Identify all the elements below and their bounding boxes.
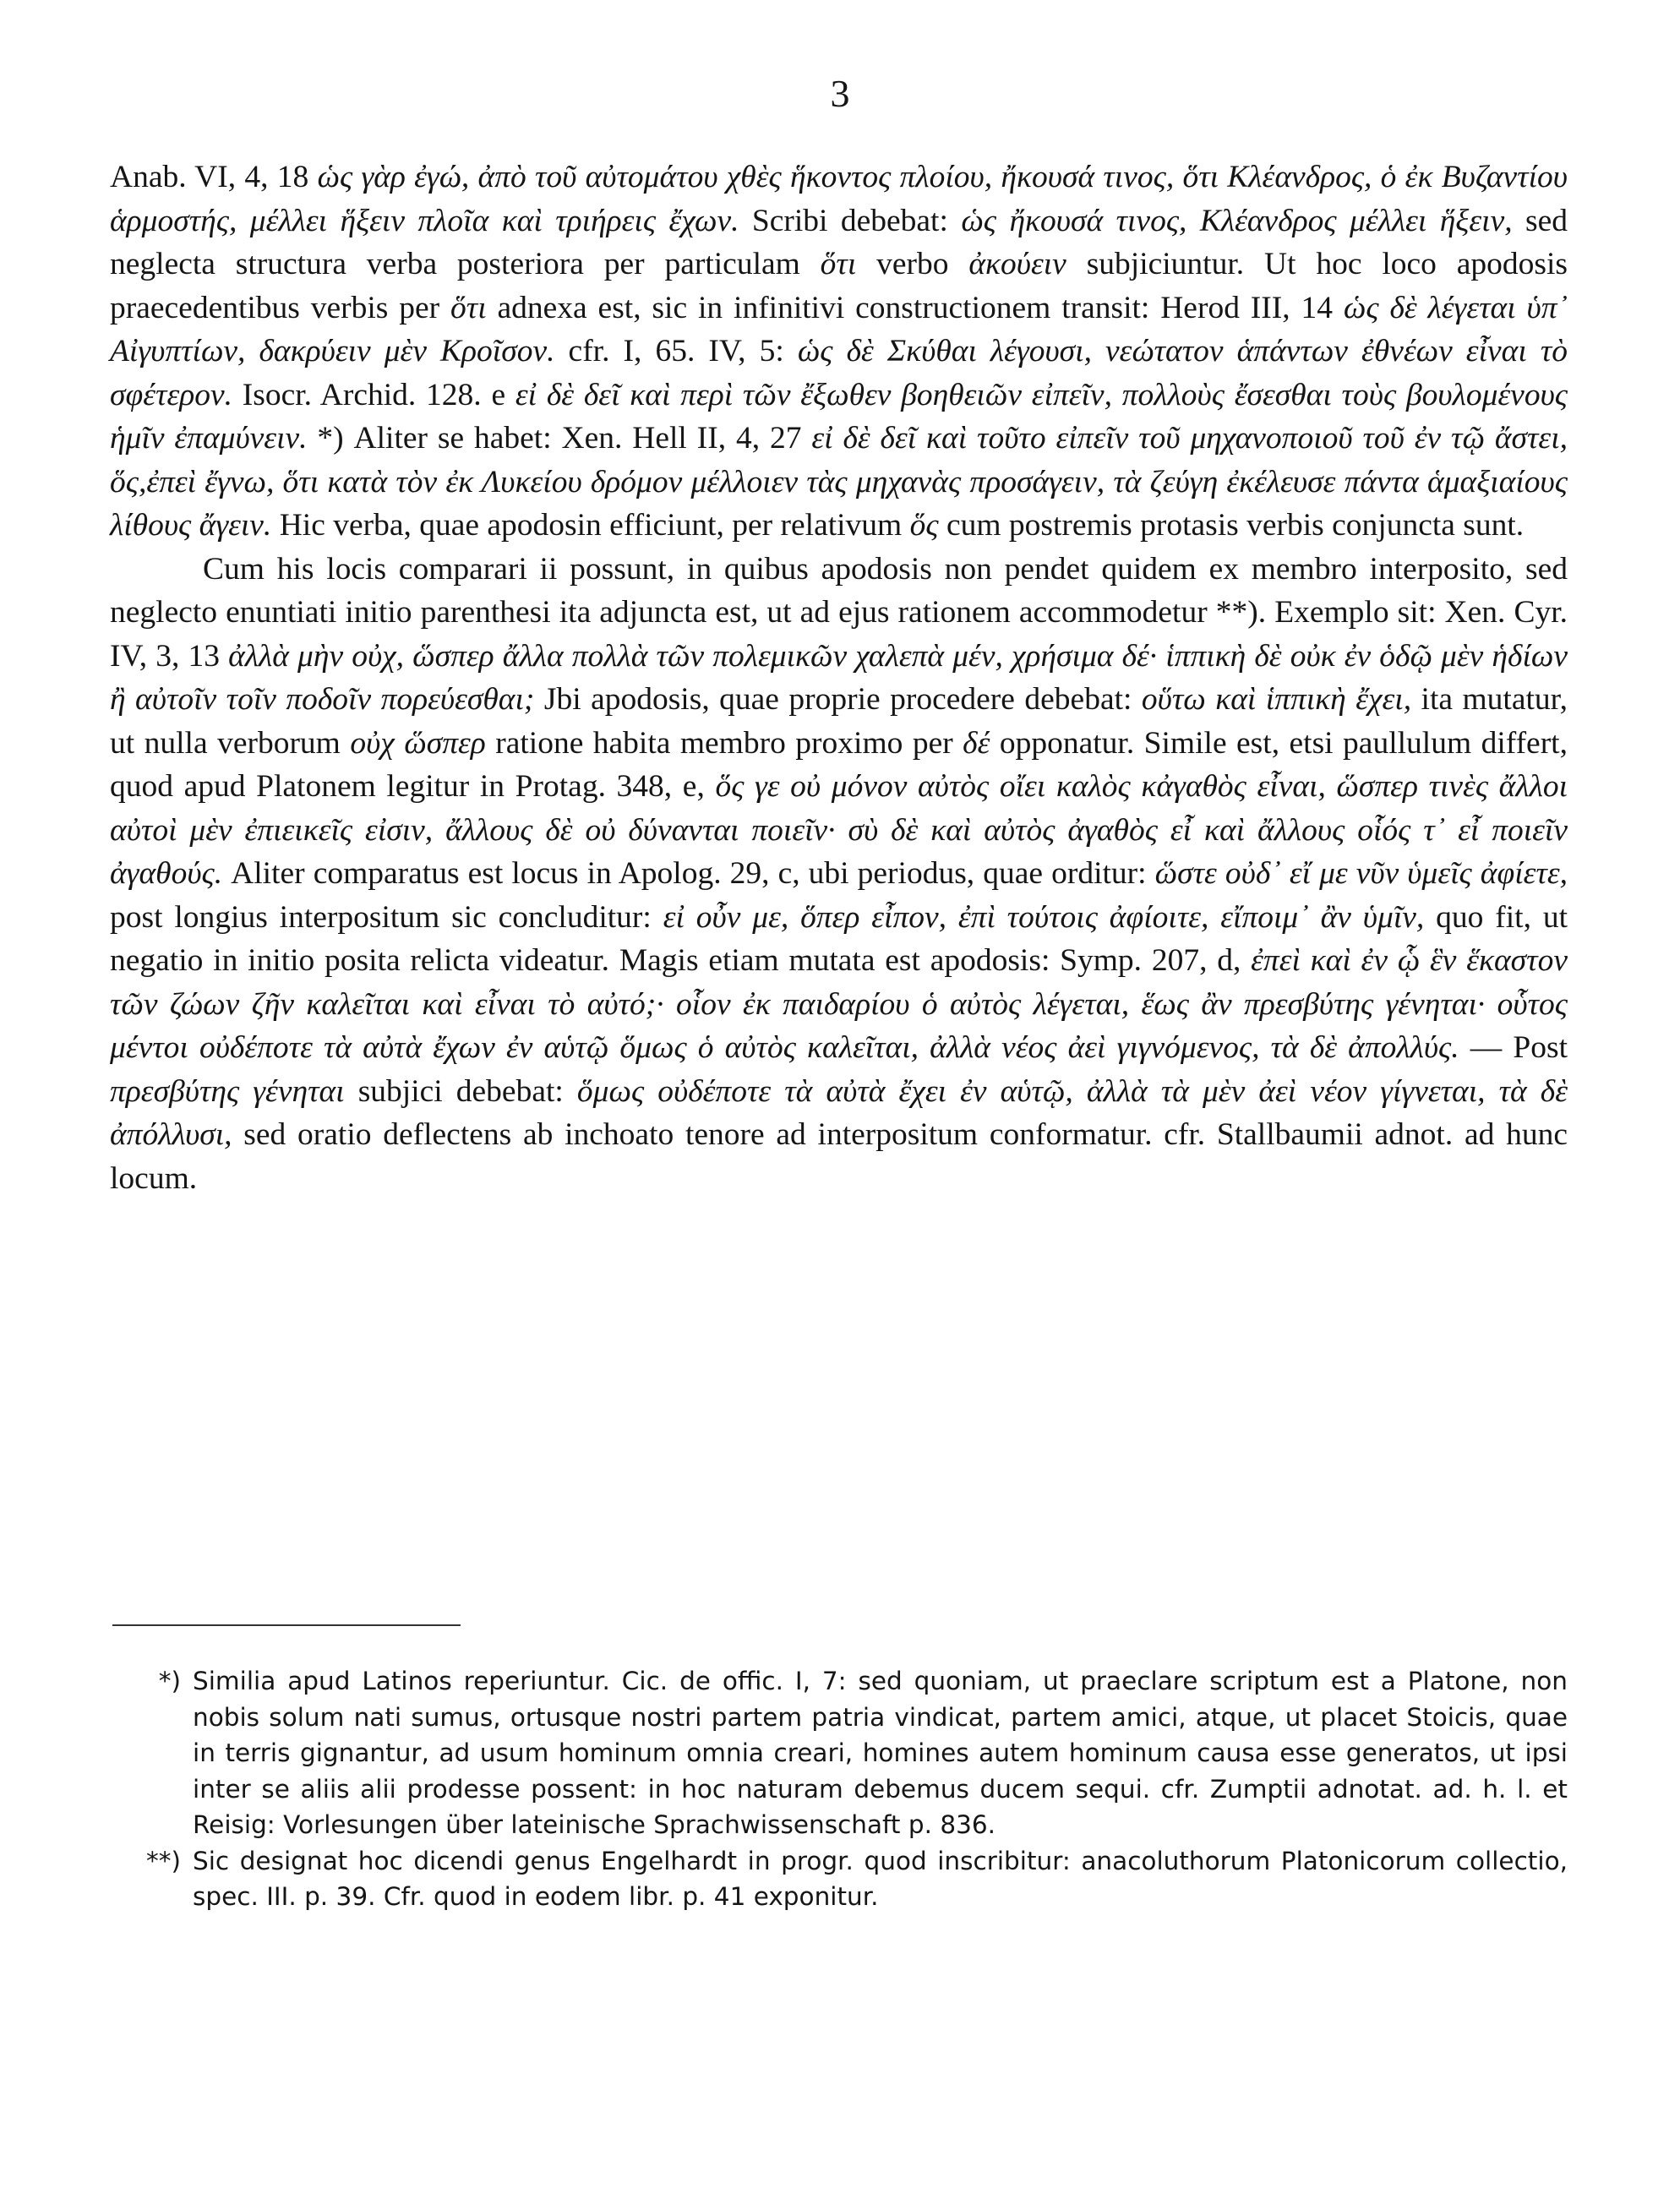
greek-quotation: εἰ δὲ δεῖ καὶ περὶ τῶν ἔξωθεν βοηθειῶν εἰπεῖν, πολλοὺς ἔσεσθαι τοὺς βουλομένους ἡμῖν ἐπαμύνειν.	[110, 377, 1568, 456]
latin-text: Jbi apodosis, quae proprie procedere debebat:	[534, 682, 1142, 717]
main-text	[110, 156, 1568, 1200]
latin-text: ita mutatur, ut nulla verborum	[110, 682, 1568, 761]
latin-text: cfr. I, 65. IV, 5:	[554, 334, 798, 368]
latin-text: adnexa est, sic in infinitivi constructionem transit: Herod III, 14	[486, 290, 1344, 325]
page-number: 3	[830, 72, 850, 115]
latin-text: ratione habita membro proximo per	[485, 725, 963, 761]
greek-quotation: εἰ οὖν με, ὅπερ εἶπον, ἐπὶ τούτοις ἀφίοιτε, εἴποιμ᾽ ἂν ὑμῖν,	[663, 899, 1425, 935]
greek-quotation: οὕτω καὶ ἱππικὴ ἔχει,	[1141, 682, 1412, 717]
greek-quotation: ὡς δὲ Σκύθαι λέγουσι, νεώτατον ἁπάντων ἐθνέων εἶναι τὸ σφέτερον.	[110, 334, 1568, 412]
footnote-text: Sic designat hoc dicendi genus Engelhardt in progr. quod inscribitur: anacoluthorum Platonicorum collectio, spec. III. p. 39. Cfr. quod in eodem libr. p. 41 exponitur.	[193, 1846, 1568, 1911]
latin-text: sed oratio deflectens ab inchoato tenore ad interpositum conformatur. cfr. Stallbaumii adnot. ad hunc locum.	[110, 1117, 1568, 1196]
greek-quotation: ὥστε οὐδ᾽ εἴ με νῦν ὑμεῖς ἀφίετε,	[1154, 856, 1568, 891]
latin-text: Anab. VI, 4, 18	[110, 160, 318, 194]
footnotes	[110, 1663, 1568, 1915]
footnote-divider	[112, 1624, 461, 1626]
latin-text: sed neglecta structura verba posteriora per particulam	[110, 203, 1568, 281]
latin-text: *) Aliter se habet: Xen. Hell II, 4, 27	[307, 421, 812, 456]
latin-text: verbo	[856, 247, 969, 281]
latin-text: Isocr. Archid. 128. e	[232, 377, 515, 412]
latin-text: Scribi debebat:	[739, 203, 962, 238]
footnote-text: Similia apud Latinos reperiuntur. Cic. de offic. I, 7: sed quoniam, ut praeclare scriptum est a Platone, non nobis solum nati sumus, ortusque nostri partem patria vindicat, partem amici, atque, ut placet Stoicis, quae in terris gignantur, ad usum hominum omnia creari, homines autem hominum causa esse generatos, ut ipsi inter se aliis alii prodesse possent: in hoc naturam debemus ducem sequi. cfr. Zumptii adnotat. ad. h. l. et Reisig: Vorlesungen über lateinische Sprachwissenschaft p. 836.	[193, 1667, 1568, 1839]
paragraph-2	[110, 548, 1568, 1201]
greek-quotation: δέ	[963, 725, 990, 761]
greek-quotation: ἀλλὰ μὴν οὐχ, ὥσπερ ἄλλα πολλὰ τῶν πολεμικῶν χαλεπὰ μέν, χρήσιμα δέ· ἱππικὴ δὲ οὐκ ἐν ὁδῷ μὲν ἡδίων ἢ αὐτοῖν τοῖν ποδοῖν πορεύεσθαι;	[110, 638, 1568, 717]
greek-quotation: οὐχ ὥσπερ	[350, 725, 486, 761]
greek-quotation: ὅτι	[450, 290, 487, 325]
greek-quotation: ὡς δὲ λέγεται ὑπ᾽ Αἰγυπτίων, δακρύειν μὲν Κροῖσον.	[110, 290, 1568, 368]
greek-quotation: εἰ δὲ δεῖ καὶ τοῦτο εἰπεῖν τοῦ μηχανοποιοῦ τοῦ ἐν τῷ ἄστει, ὅς,ἐπεὶ ἔγνω, ὅτι κατὰ τὸν ἐκ Λυκείου δρόμον μέλλοιεν τὰς μηχανὰς προσάγειν, τὰ ζεύγη ἐκέλευσε πάντα ἁμαξιαίους λίθους ἄγειν.	[110, 421, 1568, 543]
footnote-marker: **)	[145, 1846, 181, 1875]
paragraph-1	[110, 156, 1568, 548]
latin-text: opponatur. Simile est, etsi paullulum differt, quod apud Platonem legitur in Protag. 348, e,	[110, 725, 1568, 804]
latin-text: Hic verba, quae apodosin efficiunt, per relativum	[271, 508, 910, 543]
footnote-2	[110, 1843, 1568, 1915]
greek-quotation: ὡς ἤκουσά τινος, Κλέανδρος μέλλει ἥξειν,	[961, 203, 1513, 238]
footnote-marker: *)	[158, 1667, 181, 1695]
latin-text: cum postremis protasis verbis conjuncta sunt.	[938, 508, 1525, 543]
greek-quotation: ἐπεὶ καὶ ἐν ᾧ ἓν ἕκαστον τῶν ζώων ζῆν καλεῖται καὶ εἶναι τὸ αὐτό;· οἷον ἐκ παιδαρίου ὁ αὐτὸς λέγεται, ἕως ἂν πρεσβύτης γένηται· οὗτος μέντοι οὐδέποτε τὰ αὐτὰ ἔχων ἐν αὑτῷ ὅμως ὁ αὐτὸς καλεῖται, ἀλλὰ νέος ἀεὶ γιγνόμενος, τὰ δὲ ἀπολλύς.	[110, 943, 1568, 1065]
greek-quotation: ὅς	[909, 508, 939, 543]
greek-quotation: ὅτι	[820, 247, 857, 281]
latin-text: subjiciuntur. Ut hoc loco apodosis praecedentibus verbis per	[110, 247, 1568, 325]
greek-quotation: πρεσβύτης γένηται	[110, 1073, 345, 1109]
latin-text: Aliter comparatus est locus in Apolog. 29, c, ubi periodus, quae orditur:	[222, 856, 1155, 891]
footnote-1	[110, 1663, 1568, 1843]
greek-quotation: ὡς γὰρ ἐγώ, ἀπὸ τοῦ αὐτομάτου χθὲς ἥκοντος πλοίου, ἤκουσά τινος, ὅτι Κλέανδρος, ὁ ἐκ Βυζαντίου ἁρμοστής, μέλλει ἥξειν πλοῖα καὶ τριήρεις ἔχων.	[110, 160, 1568, 238]
greek-quotation: ἀκούειν	[968, 247, 1066, 281]
latin-text: subjici debebat:	[344, 1073, 577, 1109]
latin-text: Cum his locis comparari ii possunt, in quibus apodosis non pendet quidem ex membro interposito, sed neglecto enuntiati initio parenthesi ita adjuncta est, ut ad ejus rationem accommodetur **). Exemplo sit: Xen. Cyr. IV, 3, 13	[110, 551, 1568, 674]
latin-text: post longius interpositum sic concluditur:	[110, 899, 663, 935]
greek-quotation: ὅμως οὐδέποτε τὰ αὐτὰ ἔχει ἐν αὑτῷ, ἀλλὰ τὰ μὲν ἀεὶ νέον γίγνεται, τὰ δὲ ἀπόλλυσι,	[110, 1073, 1568, 1152]
latin-text: quo fit, ut negatio in initio posita relicta videatur. Magis etiam mutata est apodosis: Symp. 207, d,	[110, 899, 1568, 978]
latin-text: — Post	[1459, 1030, 1568, 1065]
greek-quotation: ὅς γε οὐ μόνον αὐτὸς οἴει καλὸς κἀγαθὸς εἶναι, ὥσπερ τινὲς ἄλλοι αὐτοὶ μὲν ἐπιεικεῖς εἰσιν, ἄλλους δὲ οὐ δύνανται ποιεῖν· σὺ δὲ καὶ αὐτὸς ἀγαθὸς εἶ καὶ ἄλλους οἷός τ᾽ εἶ ποιεῖν ἀγαθούς.	[110, 769, 1568, 891]
